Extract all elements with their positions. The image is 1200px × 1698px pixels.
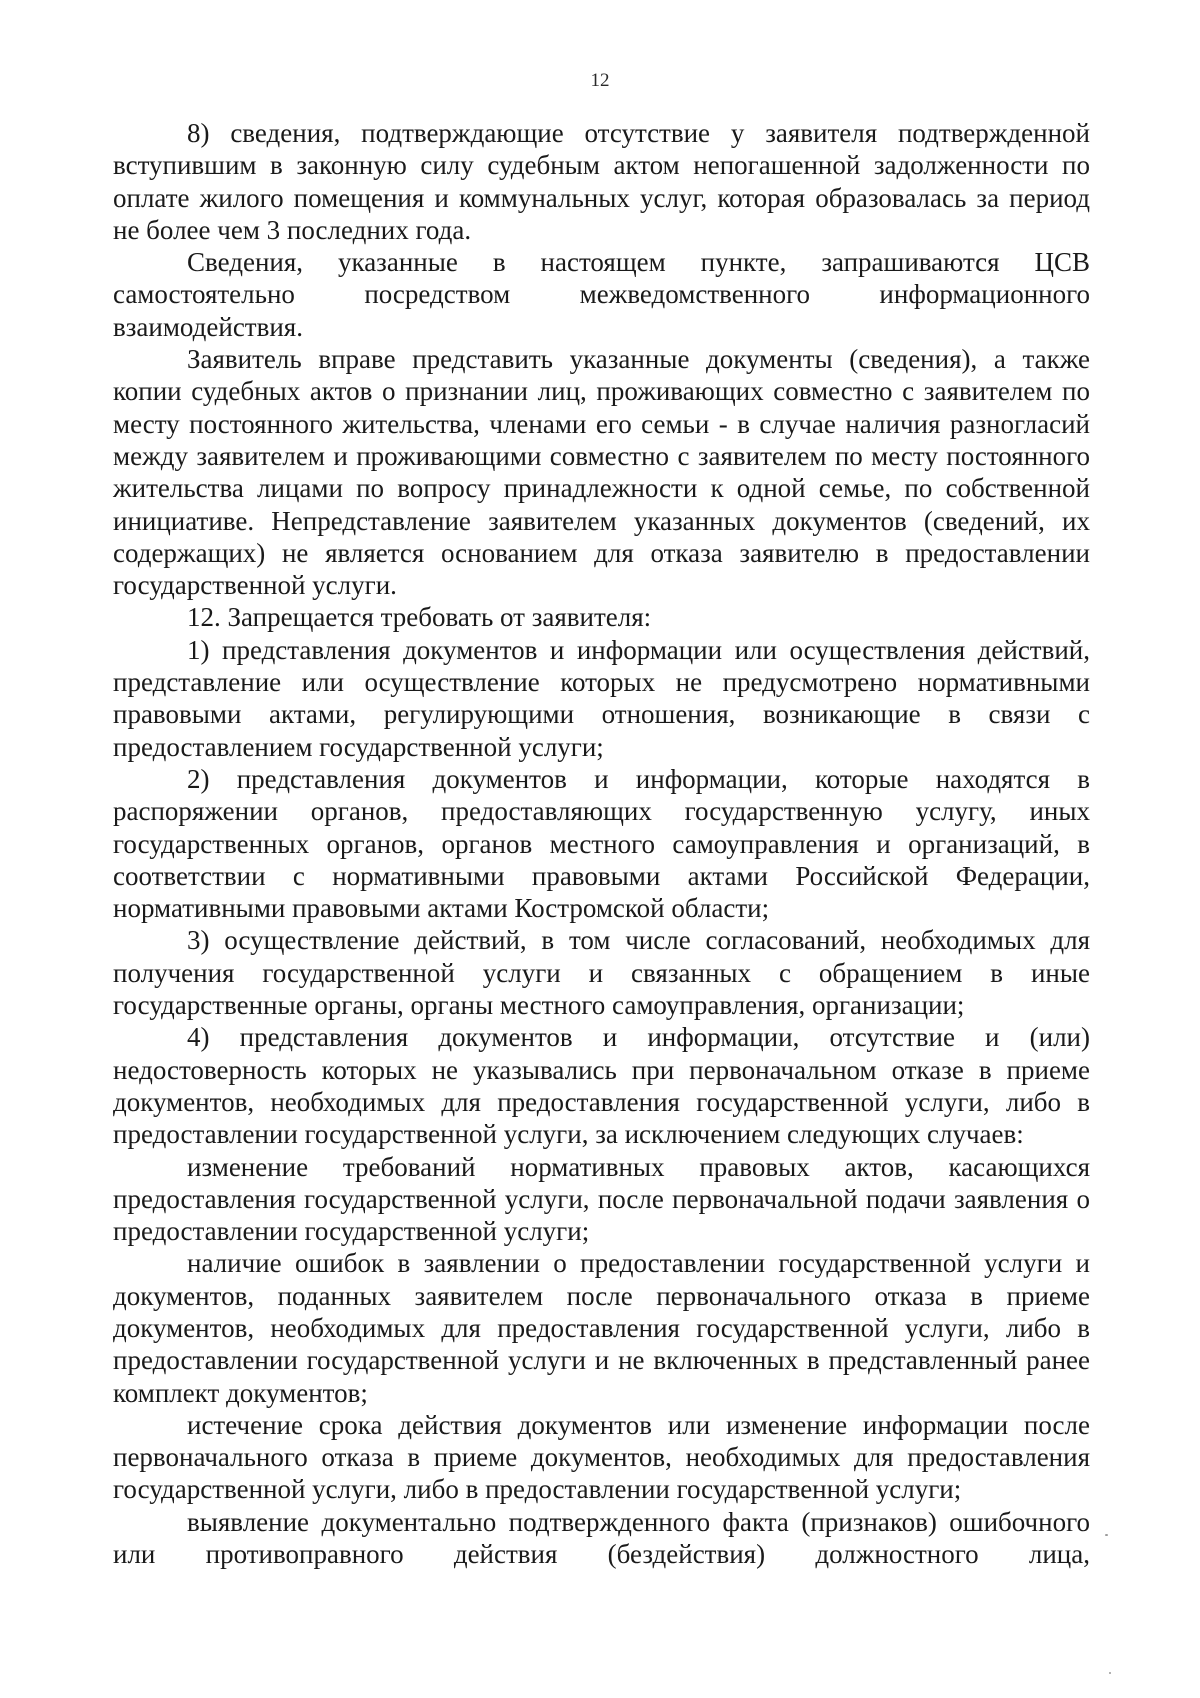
paragraph-clause-12-item-2: 2) представления документов и информации, которые находятся в распоряжении органов, предоставляющих государственную услугу, иных государственных органов, органов местного самоуправления и организаций, в соответствии с нормативными правовыми актами Российской Федерации, нормативными правовыми актами Костромской области; [113, 763, 1090, 924]
page-number: 12 [590, 70, 610, 91]
paragraph-exception-official-fault: выявление документально подтвержденного факта (признаков) ошибочного или противоправного действия (бездействия) должностного лица, [113, 1506, 1090, 1570]
paragraph-clause-12-heading: 12. Запрещается требовать от заявителя: [187, 602, 652, 633]
scan-speck [1109, 1672, 1111, 1674]
document-body [113, 117, 1090, 1570]
paragraph-exception-errors: наличие ошибок в заявлении о предоставлении государственной услуги и документов, поданных заявителем после первоначального отказа в приеме документов, необходимых для предоставления государственной услуги, либо в предоставлении государственной услуги и не включенных в представленный ранее комплект документов; [113, 1248, 1090, 1408]
paragraph-clause-12-item-1: 1) представления документов и информации или осуществления действий, представление или осуществление которых не предусмотрено нормативными правовыми актами, регулирующими отношения, возникающие в связи с предоставлением государственной услуги; [113, 634, 1090, 762]
paragraph-item-8-info: 8) сведения, подтверждающие отсутствие у заявителя подтвержденной вступившим в законную силу судебным актом непогашенной задолженности по оплате жилого помещения и коммунальных услуг, которая образовалась за период не более чем 3 последних года. [113, 118, 1090, 245]
scan-speck [1105, 1534, 1108, 1536]
paragraph-applicant-right: Заявитель вправе представить указанные документы (сведения), а также копии судебных актов о признании лиц, проживающих совместно с заявителем по месту постоянного жительства, членами его семьи - в случае наличия разногласий между заявителем и проживающими совместно с заявителем по месту постоянного жительства лицами по вопросу принадлежности к одной семье, по собственной инициативе. Непредставление заявителем указанных документов (сведений, их содержащих) не является основанием для отказа заявителю в предоставлении государственной услуги. [113, 344, 1090, 601]
paragraph-clause-12-item-3: 3) осуществление действий, в том числе согласований, необходимых для получения государственной услуги и связанных с обращением в иные государственные органы, органы местного самоуправления, организации; [113, 925, 1090, 1021]
paragraph-exception-requirements-change: изменение требований нормативных правовых актов, касающихся предоставления государственной услуги, после первоначальной подачи заявления о предоставлении государственной услуги; [113, 1151, 1090, 1247]
paragraph-requested-by-csv: Сведения, указанные в настоящем пункте, запрашиваются ЦСВ самостоятельно посредством межведомственного информационного взаимодействия. [113, 247, 1090, 342]
paragraph-exception-expiry: истечение срока действия документов или изменение информации после первоначального отказа в приеме документов, необходимых для предоставления государственной услуги, либо в предоставлении государственной услуги; [113, 1409, 1090, 1505]
paragraph-clause-12-item-4: 4) представления документов и информации, отсутствие и (или) недостоверность которых не указывались при первоначальном отказе в приеме документов, необходимых для предоставления государственной услуги, либо в предоставлении государственной услуги, за исключением следующих случаев: [113, 1022, 1090, 1150]
